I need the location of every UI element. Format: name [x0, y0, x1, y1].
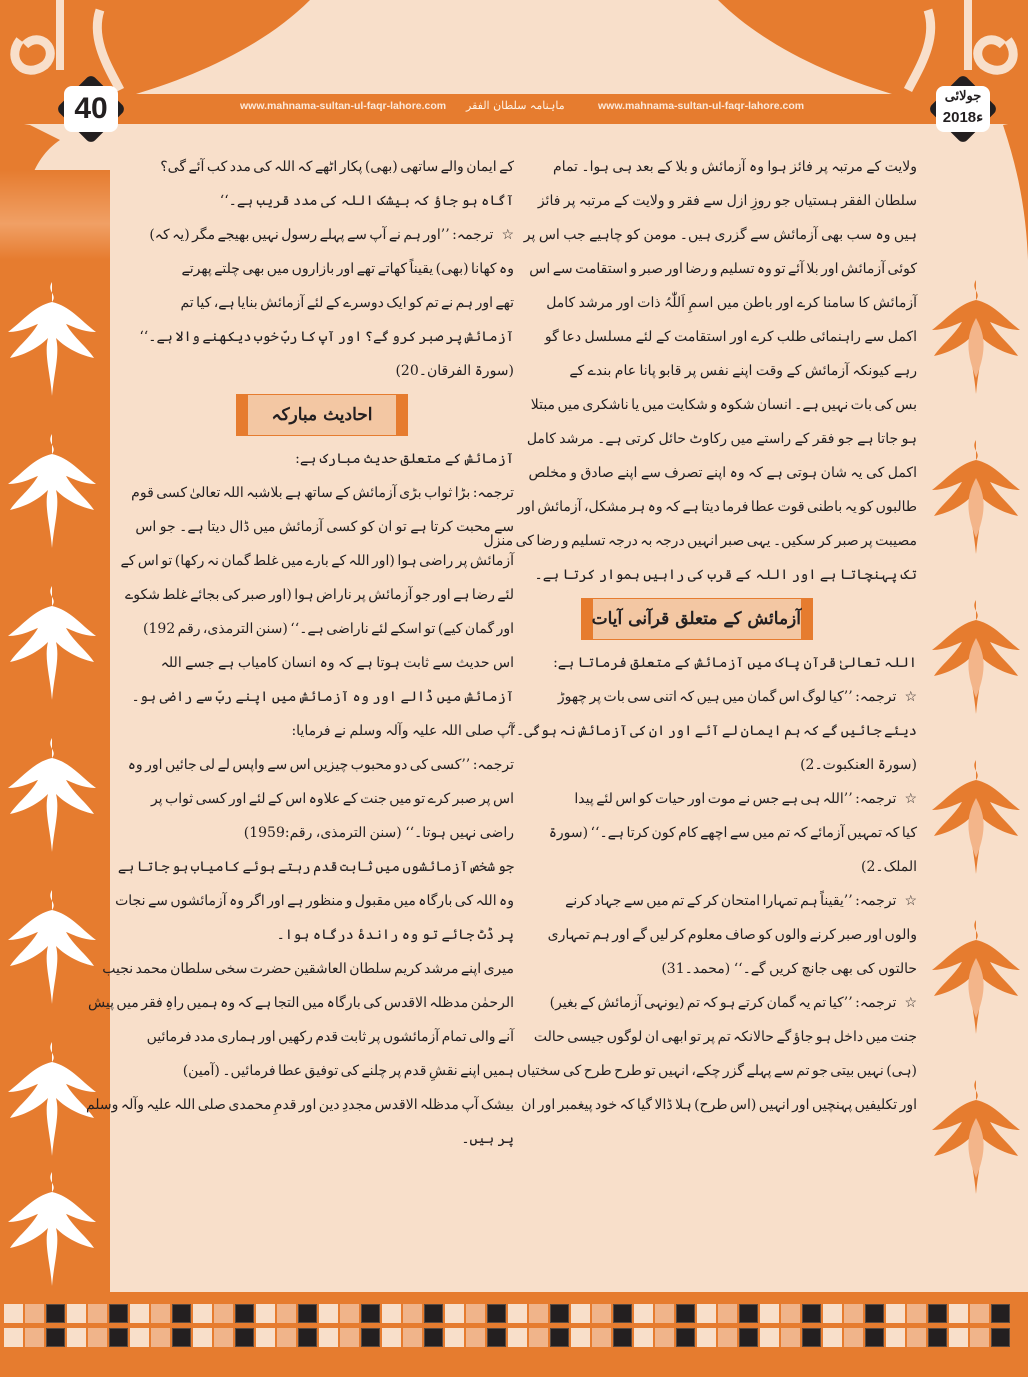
checker-cell-mid	[907, 1328, 926, 1347]
checker-cell-dark	[613, 1304, 632, 1323]
checker-cell-mid	[907, 1304, 926, 1323]
checker-cell-mid	[466, 1304, 485, 1323]
body-line: الرحمٰن مدظلہ الاقدس کی بارگاہ میں التجا ہے کہ وہ ہمیں راہِ فقر میں پیش	[88, 995, 514, 1011]
verse-line: کیا کہ تمہیں آزمائے کہ تم میں سے اچھے کام کون کرتا ہے۔‘‘ (سورۃ	[548, 825, 917, 841]
verse-line: جنت میں داخل ہو جاؤ گے حالانکہ تم پر تو ابھی ان لوگوں جیسی حالت	[533, 1029, 917, 1045]
hadith-line: ترجمہ: ’’کسی کی دو محبوب چیزیں اس سے واپس لے لی جائیں اور وہ	[127, 757, 514, 773]
issue-month: جولائی	[944, 89, 982, 104]
checker-cell-light	[823, 1328, 842, 1347]
damask-ornament-icon	[928, 758, 1024, 876]
verse-line: (ہی) نہیں بیتی جو تم سے پہلے گزر چکے، انہیں تو طرح طرح کی سختیاں	[516, 1063, 917, 1079]
damask-ornament-icon	[928, 278, 1024, 396]
verse-line: تھے اور ہم نے تم کو ایک دوسرے کے لئے آزمائش بنایا ہے، کیا تم	[180, 295, 514, 311]
checker-cell-light	[319, 1304, 338, 1323]
verse-text: ترجمہ: ’’یقیناً ہم تمہارا امتحان کر کے تم میں سے جہاد کرنے	[565, 893, 897, 909]
checker-cell-light	[949, 1304, 968, 1323]
hadith-line: سے محبت کرتا ہے تو ان کو کسی آزمائش میں ڈال دیتا ہے۔ جو اس	[135, 519, 514, 535]
body-line: اکمل کی یہ شان ہوتی ہے کہ وہ اپنے تصرف سے اپنے صادق و مخلص	[528, 465, 917, 481]
checker-cell-dark	[865, 1328, 884, 1347]
checker-cell-light	[319, 1328, 338, 1347]
verse-line	[521, 986, 917, 1020]
checker-cell-light	[634, 1328, 653, 1347]
verse-line: حالتوں کی بھی جانچ کریں گے۔‘‘ (محمد۔31)	[661, 961, 917, 977]
verse-text: ترجمہ: ’’اور ہم نے آپ سے پہلے رسول نہیں بھیجے مگر (یہ کہ)	[149, 227, 494, 243]
checker-cell-light	[760, 1304, 779, 1323]
checker-cell-dark	[676, 1304, 695, 1323]
checker-cell-dark	[739, 1304, 758, 1323]
checker-cell-dark	[424, 1328, 443, 1347]
checker-cell-light	[697, 1328, 716, 1347]
verse-line: دیئے جائیں گے کہ ہم ایمان لے آئے اور ان کی آزمائش نہ ہوگی۔‘‘	[507, 723, 917, 739]
magazine-logo: ماہنامہ سلطان الفقر	[466, 99, 565, 112]
checker-cell-dark	[550, 1304, 569, 1323]
right-text-column	[483, 150, 917, 1122]
hadith-line: اس پر صبر کرے تو میں جنت کے علاوہ اس کے لئے اور کسی ثواب پر	[150, 791, 514, 807]
verse-line: کے ایمان والے ساتھی (بھی) پکار اٹھے کہ اللہ کی مدد کب آئے گی؟	[160, 159, 514, 175]
checker-cell-dark	[991, 1328, 1010, 1347]
issue-year: 2018ء	[942, 109, 984, 126]
checker-cell-dark	[424, 1304, 443, 1323]
checker-cell-light	[886, 1304, 905, 1323]
checker-cell-mid	[151, 1304, 170, 1323]
issue-date-badge	[924, 70, 1002, 148]
checker-cell-dark	[802, 1328, 821, 1347]
checker-cell-mid	[529, 1328, 548, 1347]
website-url-left: www.mahnama-sultan-ul-faqr-lahore.com	[240, 100, 447, 112]
checker-cell-mid	[340, 1328, 359, 1347]
checker-cell-dark	[991, 1304, 1010, 1323]
checker-cell-dark	[46, 1328, 65, 1347]
checker-cell-light	[130, 1304, 149, 1323]
damask-ornament-icon	[4, 432, 100, 550]
body-line: ہو جاتا ہے جو فقر کے راستے میں رکاوٹ حائل کرتی ہے۔ مرشد کامل	[526, 431, 917, 447]
body-line: طالبوں کو یہ باطنی قوت عطا فرما دیتا ہے کہ وہ ہر مشکل، آزمائش اور	[517, 499, 917, 515]
body-line: تک پہنچاتا ہے اور اللہ کے قرب کی راہیں ہموار کرتا ہے۔	[534, 567, 917, 583]
checker-cell-light	[571, 1328, 590, 1347]
star-icon: ☆	[904, 689, 917, 705]
checker-cell-light	[886, 1328, 905, 1347]
checker-cell-light	[67, 1304, 86, 1323]
body-line: کوئی آزمائش اور بلا آئے تو وہ تسلیم و رضا اور صبر و استقامت سے اس	[529, 261, 917, 277]
page-number: 40	[74, 92, 108, 125]
damask-ornament-icon	[928, 1078, 1024, 1196]
checker-cell-mid	[277, 1328, 296, 1347]
verse-text: ترجمہ: ’’کیا تم یہ گمان کرتے ہو کہ تم (یونہی آزمائش کے بغیر)	[549, 995, 897, 1011]
checker-cell-dark	[928, 1328, 947, 1347]
verse-line: وہ کھانا (بھی) یقیناً کھاتے تھے اور بازاروں میں بھی چلتے پھرتے	[181, 261, 514, 277]
checker-cell-dark	[46, 1304, 65, 1323]
checker-cell-dark	[361, 1328, 380, 1347]
checker-cell-dark	[235, 1304, 254, 1323]
verse-citation: (سورۃ الفرقان۔20)	[395, 363, 514, 379]
checker-cell-mid	[466, 1328, 485, 1347]
checker-cell-dark	[298, 1328, 317, 1347]
intro-line: آزمائش کے متعلق حدیث مبارک ہے:	[295, 451, 514, 467]
body-line: آنے والی تمام آزمائشوں پر ثابت قدم رکھیں اور ہماری مدد فرمائیں	[146, 1029, 514, 1045]
checker-cell-mid	[655, 1328, 674, 1347]
checker-cell-dark	[739, 1328, 758, 1347]
body-line: ولایت کے مرتبہ پر فائز ہوا وہ آزمائش و بلا کے بعد ہی ہوا۔ تمام	[553, 159, 917, 175]
footer-band	[0, 1292, 1028, 1377]
checker-cell-mid	[25, 1304, 44, 1323]
checker-cell-light	[4, 1304, 23, 1323]
checker-cell-mid	[277, 1304, 296, 1323]
checker-cell-mid	[151, 1328, 170, 1347]
footer-checker-pattern	[4, 1304, 1024, 1347]
checker-cell-light	[193, 1328, 212, 1347]
verse-line: آزمائش پر صبر کرو گے؟ اور آپ کا ربّ خوب دیکھنے والا ہے۔‘‘	[139, 329, 514, 345]
body-line: رہے کیونکہ آزمائش کے وقت اپنے نفس پر قابو پانا عام بندے کے	[569, 363, 917, 379]
checker-cell-dark	[109, 1328, 128, 1347]
checker-cell-mid	[88, 1328, 107, 1347]
checker-cell-mid	[781, 1304, 800, 1323]
hadith-line: اور گمان کیے) تو اسکے لئے ناراضی ہے۔‘‘ (سنن الترمذی، رقم 192)	[143, 621, 514, 637]
body-line: ہیں وہ سب بھی آزمائش سے گزری ہیں۔ مومن کو چاہیے جب اس پر	[523, 227, 917, 243]
checker-cell-dark	[487, 1304, 506, 1323]
intro-line: آپ صلی اللہ علیہ وآلہ وسلم نے فرمایا:	[291, 723, 514, 739]
checker-cell-mid	[781, 1328, 800, 1347]
damask-ornament-icon	[4, 584, 100, 702]
checker-cell-dark	[802, 1304, 821, 1323]
checker-cell-dark	[172, 1304, 191, 1323]
verse-citation: الملک۔2)	[860, 859, 917, 875]
left-text-column	[85, 150, 514, 1156]
body-line: سلطان الفقر ہستیاں جو روزِ ازل سے فقر و ولایت کے مرتبہ پر فائز	[537, 193, 917, 209]
verse-line: والوں اور صبر کرنے والوں کو صاف معلوم کر لیں گے اور ہم تمہاری	[547, 927, 917, 943]
verse-line	[521, 782, 917, 816]
checker-cell-mid	[340, 1304, 359, 1323]
damask-ornament-icon	[4, 280, 100, 398]
verse-text: ترجمہ: ’’کیا لوگ اس گمان میں ہیں کہ اتنی سی بات پر چھوڑ	[557, 689, 897, 705]
checker-cell-mid	[592, 1328, 611, 1347]
checker-cell-light	[256, 1304, 275, 1323]
checker-cell-mid	[844, 1328, 863, 1347]
checker-cell-mid	[88, 1304, 107, 1323]
body-line: آزمائش کا سامنا کرے اور باطن میں اسمِ اَللّٰہُ ذات اور مرشد کامل	[546, 295, 917, 311]
intro-line: اللہ تعالیٰ قرآن پاک میں آزمائش کے متعلق فرماتا ہے:	[553, 655, 917, 671]
damask-ornament-icon	[928, 438, 1024, 556]
checker-cell-light	[634, 1304, 653, 1323]
verse-line	[118, 218, 514, 252]
checker-cell-light	[571, 1304, 590, 1323]
checker-cell-mid	[655, 1304, 674, 1323]
damask-ornament-icon	[928, 918, 1024, 1036]
section-heading-quran-verses: آزمائش کے متعلق قرآنی آیات	[581, 598, 813, 640]
body-line: مصیبت پر صبر کر سکیں۔ یہی صبر انہیں درجہ بہ درجہ تسلیم و رضا کی منزل	[483, 533, 917, 549]
checker-cell-light	[445, 1328, 464, 1347]
checker-cell-dark	[487, 1328, 506, 1347]
body-line: میری اپنے مرشد کریم سلطان العاشقین حضرت سخی سلطان محمد نجیب	[102, 961, 514, 977]
checker-cell-dark	[613, 1328, 632, 1347]
checker-cell-dark	[298, 1304, 317, 1323]
body-line: جو شخص آزمائشوں میں ثابت قدم رہتے ہوئے کامیاب ہو جاتا ہے	[117, 859, 514, 875]
verse-line	[521, 884, 917, 918]
checker-cell-light	[508, 1304, 527, 1323]
checker-cell-mid	[970, 1328, 989, 1347]
star-icon: ☆	[904, 893, 917, 909]
checker-cell-dark	[928, 1304, 947, 1323]
star-icon: ☆	[904, 995, 917, 1011]
checker-cell-light	[445, 1304, 464, 1323]
checker-cell-mid	[718, 1328, 737, 1347]
checker-cell-light	[256, 1328, 275, 1347]
star-icon: ☆	[501, 227, 514, 243]
checker-cell-dark	[235, 1328, 254, 1347]
verse-text: ترجمہ: ’’اللہ ہی ہے جس نے موت اور حیات کو اس لئے پیدا	[574, 791, 897, 807]
star-icon: ☆	[904, 791, 917, 807]
hadith-line: راضی نہیں ہوتا۔‘‘ (سنن الترمذی، رقم:1959)	[243, 825, 514, 841]
damask-ornament-icon	[928, 598, 1024, 716]
checker-cell-mid	[214, 1304, 233, 1323]
checker-cell-dark	[865, 1304, 884, 1323]
body-line: اس حدیث سے ثابت ہوتا ہے کہ وہ انسان کامیاب ہے جسے اللہ	[160, 655, 514, 671]
checker-cell-mid	[403, 1304, 422, 1323]
hadith-line: آزمائش پر راضی ہوا (اور اللہ کے بارے میں غلط گمان نہ رکھا) تو اس کے	[120, 553, 514, 569]
damask-ornament-icon	[4, 888, 100, 1006]
body-line: وہ اللہ کی بارگاہ میں مقبول و منظور ہے اور اگر وہ آزمائشوں سے نجات	[115, 893, 514, 909]
checker-cell-light	[508, 1328, 527, 1347]
verse-line: آگاہ ہو جاؤ کہ بیشک اللہ کی مدد قریب ہے۔‘‘	[219, 193, 514, 209]
checker-cell-mid	[25, 1328, 44, 1347]
checker-cell-dark	[361, 1304, 380, 1323]
verse-line: اور تکلیفیں پہنچیں اور انہیں (اس طرح) ہلا ڈالا گیا کہ خود پیغمبر اور ان	[521, 1097, 917, 1113]
checker-cell-mid	[970, 1304, 989, 1323]
body-line: پر ہیں۔	[461, 1131, 514, 1147]
checker-cell-mid	[403, 1328, 422, 1347]
checker-cell-dark	[550, 1328, 569, 1347]
page-number-badge	[52, 70, 130, 148]
checker-cell-light	[193, 1304, 212, 1323]
checker-cell-dark	[676, 1328, 695, 1347]
body-line: آزمائش میں ڈالے اور وہ آزمائش میں اپنے ربّ سے راضی ہو۔	[131, 689, 514, 705]
checker-cell-mid	[592, 1304, 611, 1323]
checker-cell-mid	[529, 1304, 548, 1323]
checker-cell-light	[949, 1328, 968, 1347]
verse-line	[521, 680, 917, 714]
checker-cell-dark	[172, 1328, 191, 1347]
checker-cell-light	[382, 1304, 401, 1323]
hadith-line: ترجمہ: بڑا ثواب بڑی آزمائش کے ساتھ ہے بلاشبہ اللہ تعالیٰ کسی قوم	[131, 485, 514, 501]
hadith-line: لئے رضا ہے اور جو آزمائش پر ناراض ہوا (اور صبر کی بجائے غلط شکوے	[125, 587, 514, 603]
checker-cell-dark	[109, 1304, 128, 1323]
checker-cell-mid	[718, 1304, 737, 1323]
section-heading-hadith: احادیث مبارکہ	[236, 394, 408, 436]
body-line: ہمیں اپنے نقشِ قدم پر چلنے کی توفیق عطا فرمائیں۔ (آمین)	[182, 1063, 514, 1079]
body-line: بس کی بات نہیں ہے۔ انسان شکوہ و شکایت میں یا ناشکری میں مبتلا	[530, 397, 917, 413]
checker-cell-light	[382, 1328, 401, 1347]
verse-citation: (سورۃ العنکبوت۔2)	[800, 757, 917, 773]
body-line: بیشک آپ مدظلہ الاقدس مجددِ دین اور قدمِ محمدی صلی اللہ علیہ وآلہ وسلم	[85, 1097, 514, 1113]
damask-ornament-icon	[4, 736, 100, 854]
checker-cell-mid	[844, 1304, 863, 1323]
checker-cell-light	[67, 1328, 86, 1347]
body-line: اکمل سے راہنمائی طلب کرے اور استقامت کے لئے مسلسل دعا گو	[544, 329, 917, 345]
body-line: پر ڈٹ جائے تو وہ راندۂ درگاہ ہوا۔	[276, 927, 514, 943]
website-url-right: www.mahnama-sultan-ul-faqr-lahore.com	[598, 100, 805, 112]
checker-cell-light	[130, 1328, 149, 1347]
checker-cell-light	[760, 1328, 779, 1347]
checker-cell-light	[823, 1304, 842, 1323]
checker-cell-mid	[214, 1328, 233, 1347]
checker-cell-light	[4, 1328, 23, 1347]
damask-ornament-icon	[4, 1170, 100, 1288]
checker-cell-light	[697, 1304, 716, 1323]
